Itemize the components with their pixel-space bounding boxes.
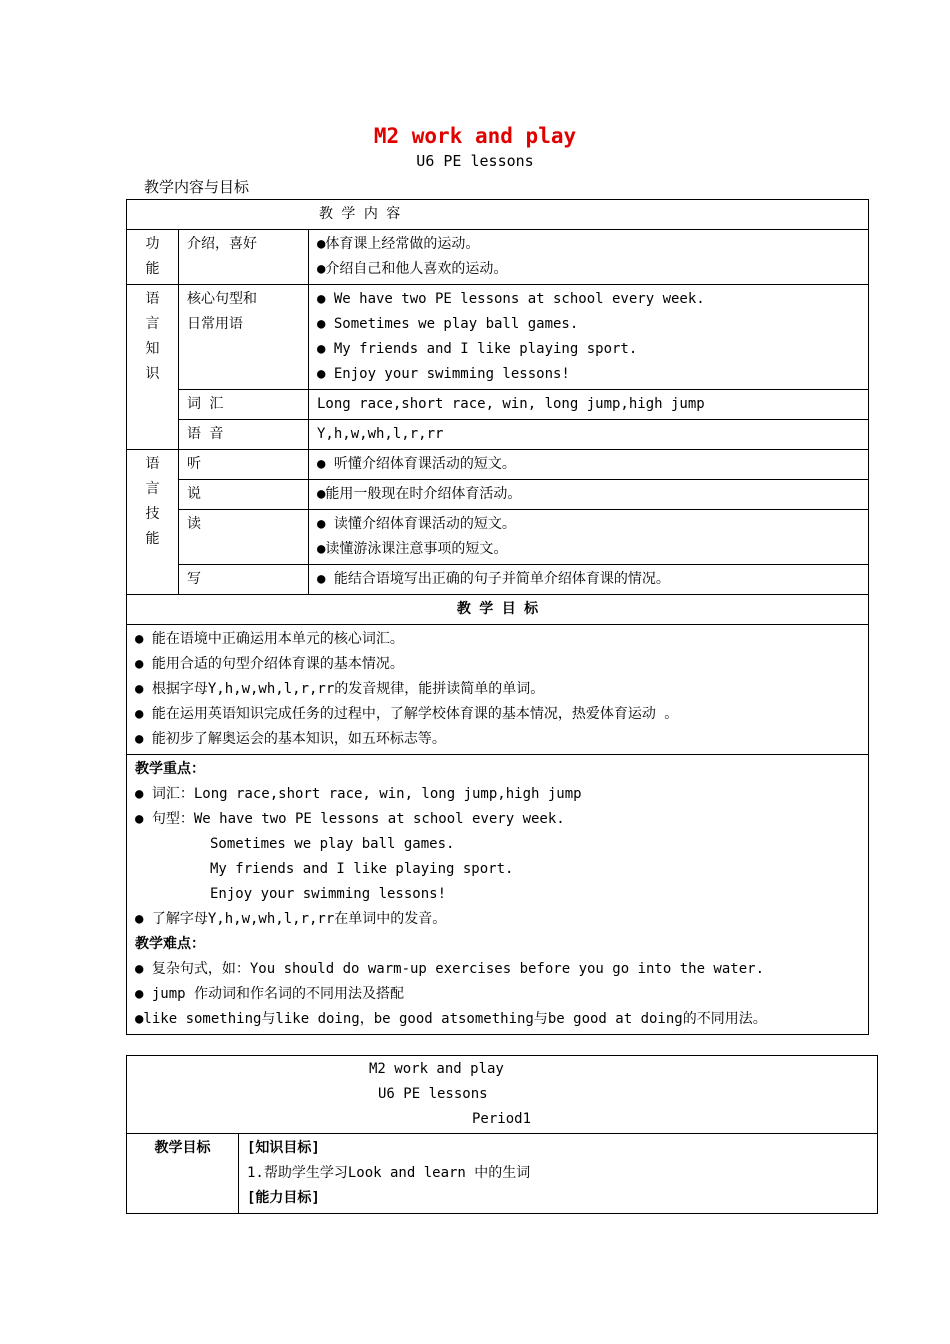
- speak-value: ●能用一般现在时介绍体育活动。: [309, 480, 869, 510]
- listen-label: 听: [179, 450, 309, 480]
- page-subtitle: U6 PE lessons: [416, 152, 534, 170]
- content-goals-table: [126, 199, 869, 1035]
- period-subtitle: U6 PE lessons: [378, 1086, 488, 1102]
- sentence-item: ● Enjoy your swimming lessons!: [317, 366, 570, 382]
- vocab-label: 词 汇: [179, 390, 309, 420]
- difficulty-item: ●like something与like doing，be good atsomething与be good at doing的不同用法。: [135, 1011, 767, 1027]
- skills-label: 语 言 技 能: [127, 450, 179, 595]
- sentence-item: ● We have two PE lessons at school every week.: [317, 291, 705, 307]
- goal-item: ● 能在语境中正确运用本单元的核心词汇。: [135, 631, 404, 647]
- vocab-value: Long race,short race, win, long jump,high jump: [309, 390, 869, 420]
- write-value: ● 能结合语境写出正确的句子并简单介绍体育课的情况。: [309, 565, 869, 595]
- goal-item: ● 能初步了解奥运会的基本知识，如五环标志等。: [135, 731, 446, 747]
- knowledge-label: 语 言 知 识: [127, 285, 179, 450]
- key-vocab: ● 词汇：Long race,short race, win, long jump,high jump: [135, 786, 582, 802]
- difficulties-label: 教学难点：: [135, 936, 205, 952]
- goal-item: ● 能用合适的句型介绍体育课的基本情况。: [135, 656, 404, 672]
- function-item: ●体育课上经常做的运动。: [317, 236, 480, 252]
- speak-label: 说: [179, 480, 309, 510]
- read-item: ●读懂游泳课注意事项的短文。: [317, 541, 508, 557]
- knowledge-goal-label: [知识目标]: [247, 1140, 320, 1156]
- read-value: [309, 510, 869, 565]
- ability-goal-label: [能力目标]: [247, 1190, 320, 1206]
- period-number: Period1: [472, 1111, 532, 1127]
- core-sentences: [309, 285, 869, 390]
- page-title: M2 work and play: [373, 124, 577, 148]
- goal-item: ● 根据字母Y,h,w,wh,l,r,rr的发音规律，能拼读简单的单词。: [135, 681, 545, 697]
- function-items: [309, 230, 869, 285]
- content-heading: 教 学 内 容: [127, 200, 869, 230]
- key-sentence: My friends and I like playing sport.: [210, 861, 514, 877]
- key-points-label: 教学重点：: [135, 761, 205, 777]
- sentences-label: 核心句型和 日常用语: [179, 285, 309, 390]
- read-item: ● 读懂介绍体育课活动的短文。: [317, 516, 516, 532]
- phonics-label: 语 音: [179, 420, 309, 450]
- read-label: 读: [179, 510, 309, 565]
- key-points-section: [127, 755, 869, 1035]
- difficulty-item: ● jump 作动词和作名词的不同用法及搭配: [135, 986, 405, 1002]
- key-phonics: ● 了解字母Y,h,w,wh,l,r,rr在单词中的发音。: [135, 911, 447, 927]
- write-label: 写: [179, 565, 309, 595]
- goals-heading: 教 学 目 标: [127, 595, 869, 625]
- goals-list: [127, 625, 869, 755]
- listen-value: ● 听懂介绍体育课活动的短文。: [309, 450, 869, 480]
- key-sentence: ● 句型：We have two PE lessons at school every week.: [135, 811, 565, 827]
- period-table: [126, 1055, 878, 1214]
- key-sentence: Enjoy your swimming lessons!: [210, 886, 447, 902]
- sentence-item: ● Sometimes we play ball games.: [317, 316, 579, 332]
- knowledge-goal-item: 1.帮助学生学习Look and learn 中的生词: [247, 1165, 531, 1181]
- period-goals-label: 教学目标: [127, 1134, 239, 1214]
- function-label: 功 能: [127, 230, 179, 285]
- function-topic: 介绍，喜好: [179, 230, 309, 285]
- key-sentence: Sometimes we play ball games.: [210, 836, 455, 852]
- phonics-value: Y,h,w,wh,l,r,rr: [309, 420, 869, 450]
- table-caption: 教学内容与目标: [144, 178, 250, 196]
- sentence-item: ● My friends and I like playing sport.: [317, 341, 638, 357]
- goal-item: ● 能在运用英语知识完成任务的过程中，了解学校体育课的基本情况，热爱体育运动 。: [135, 706, 679, 722]
- period-goals: [239, 1134, 878, 1214]
- difficulty-item: ● 复杂句式，如：You should do warm-up exercises before you go into the water.: [135, 961, 765, 977]
- function-item: ●介绍自己和他人喜欢的运动。: [317, 261, 508, 277]
- period-title: M2 work and play: [369, 1061, 504, 1077]
- period-header: [127, 1056, 878, 1134]
